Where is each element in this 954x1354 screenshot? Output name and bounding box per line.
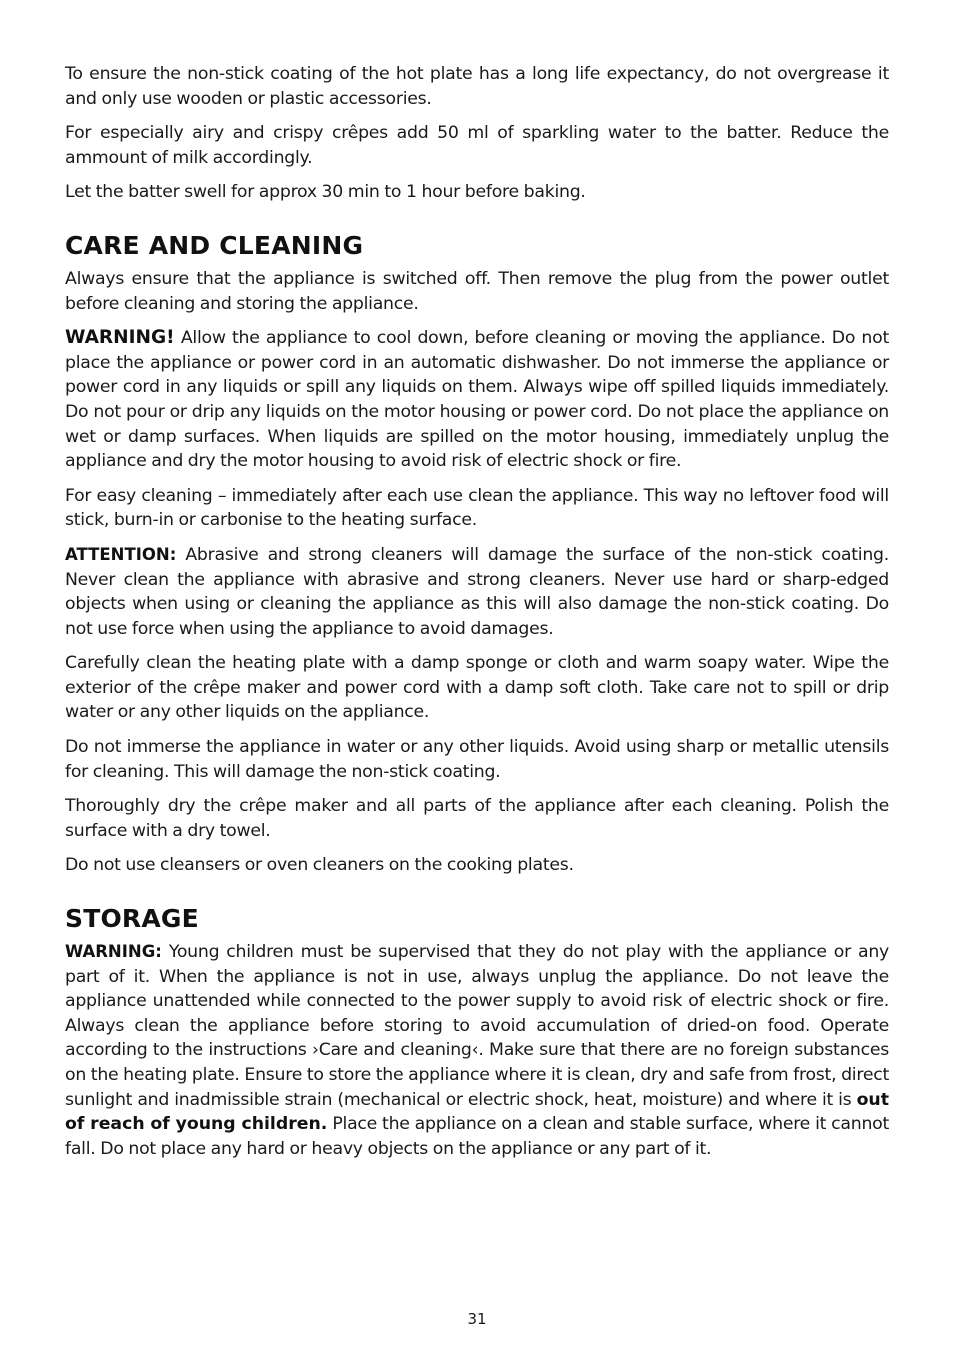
- care-paragraph-do-not-immerse: Do not immerse the appliance in water or any other liquids. Avoid using sharp or metallic utensils for cleaning. This will damage the non-stick coating.: [65, 737, 889, 782]
- care-paragraph-no-cleansers: Do not use cleansers or oven cleaners on the cooking plates.: [65, 855, 574, 876]
- heading-storage: STORAGE: [65, 904, 199, 934]
- care-attention-label: ATTENTION:: [65, 544, 177, 564]
- storage-warning-paragraph: [65, 940, 889, 1161]
- care-paragraph-dry: Thoroughly dry the crêpe maker and all parts of the appliance after each cleaning. Polish the surface with a dry towel.: [65, 796, 889, 841]
- care-attention-paragraph: [65, 543, 889, 641]
- storage-emphasis-text: out of reach of young children.: [65, 1089, 889, 1135]
- intro-paragraph-batter-swell: Let the batter swell for approx 30 min to 1 hour before baking.: [65, 182, 586, 203]
- care-warning-text: Allow the appliance to cool down, before cleaning or moving the appliance. Do not place the appliance or power cord in an automatic dishwasher. Do not immerse the appliance or power cord in any liquids or spill any liquids on them. Always wipe off spilled liquids immediately. Do not pour or drip any liquids on the motor housing or power cord. Do not place the appliance on wet or damp surfaces. When liquids are spilled on the motor housing, immediately unplug the appliance and dry the motor housing to avoid risk of electric shock or fire.: [65, 328, 889, 472]
- intro-paragraph-coating: To ensure the non-stick coating of the hot plate has a long life expectancy, do not overgrease it and only use wooden or plastic accessories.: [65, 64, 889, 109]
- storage-warning-text: Young children must be supervised that they do not play with the appliance or any part of it. When the appliance is not in use, always unplug the appliance. Do not leave the appliance unattended while connected to the power supply to avoid risk of electric shock or fire. Always clean the appliance before storing to avoid accumulation of dried-on food. Operate according to the instructions ›Care and cleaning‹. Make sure that there are no foreign substances on the heating plate. Ensure to store the appliance where it is clean, dry and safe from frost, direct sunlight and inadmissible strain (mechanical or electric shock, heat, moisture) and where it is: [65, 942, 889, 1110]
- heading-care-and-cleaning: CARE AND CLEANING: [65, 230, 364, 260]
- care-warning-paragraph: [65, 326, 889, 474]
- care-paragraph-easy-cleaning: For easy cleaning – immediately after each use clean the appliance. This way no leftover food will stick, burn-in or carbonise to the heating surface.: [65, 485, 889, 531]
- care-warning-label: WARNING!: [65, 327, 175, 349]
- document-page: [65, 62, 889, 1171]
- care-paragraph-heating-plate: Carefully clean the heating plate with a damp sponge or cloth and warm soapy water. Wipe the exterior of the crêpe maker and power cord with a damp soft cloth. Take care not to spill or drip water or any other liquids on the appliance.: [65, 653, 889, 723]
- intro-paragraph-sparkling-water: For especially airy and crispy crêpes add 50 ml of sparkling water to the batter. Reduce the ammount of milk accordingly.: [65, 123, 889, 168]
- storage-warning-text-end: Place the appliance on a clean and stable surface, where it cannot fall. Do not place any hard or heavy objects on the appliance or any part of it.: [65, 1114, 889, 1159]
- page-number: 31: [467, 1310, 487, 1328]
- care-attention-text: Abrasive and strong cleaners will damage the surface of the non-stick coating. Never clean the appliance with abrasive and strong cleaners. Never use hard or sharp-edged objects when using or cleaning the appliance as this will also damage the non-stick coating. Do not use force when using the appliance to avoid damages.: [65, 544, 889, 639]
- storage-warning-label: WARNING:: [65, 942, 162, 962]
- care-paragraph-switch-off: Always ensure that the appliance is switched off. Then remove the plug from the power outlet before cleaning and storing the appliance.: [65, 268, 889, 314]
